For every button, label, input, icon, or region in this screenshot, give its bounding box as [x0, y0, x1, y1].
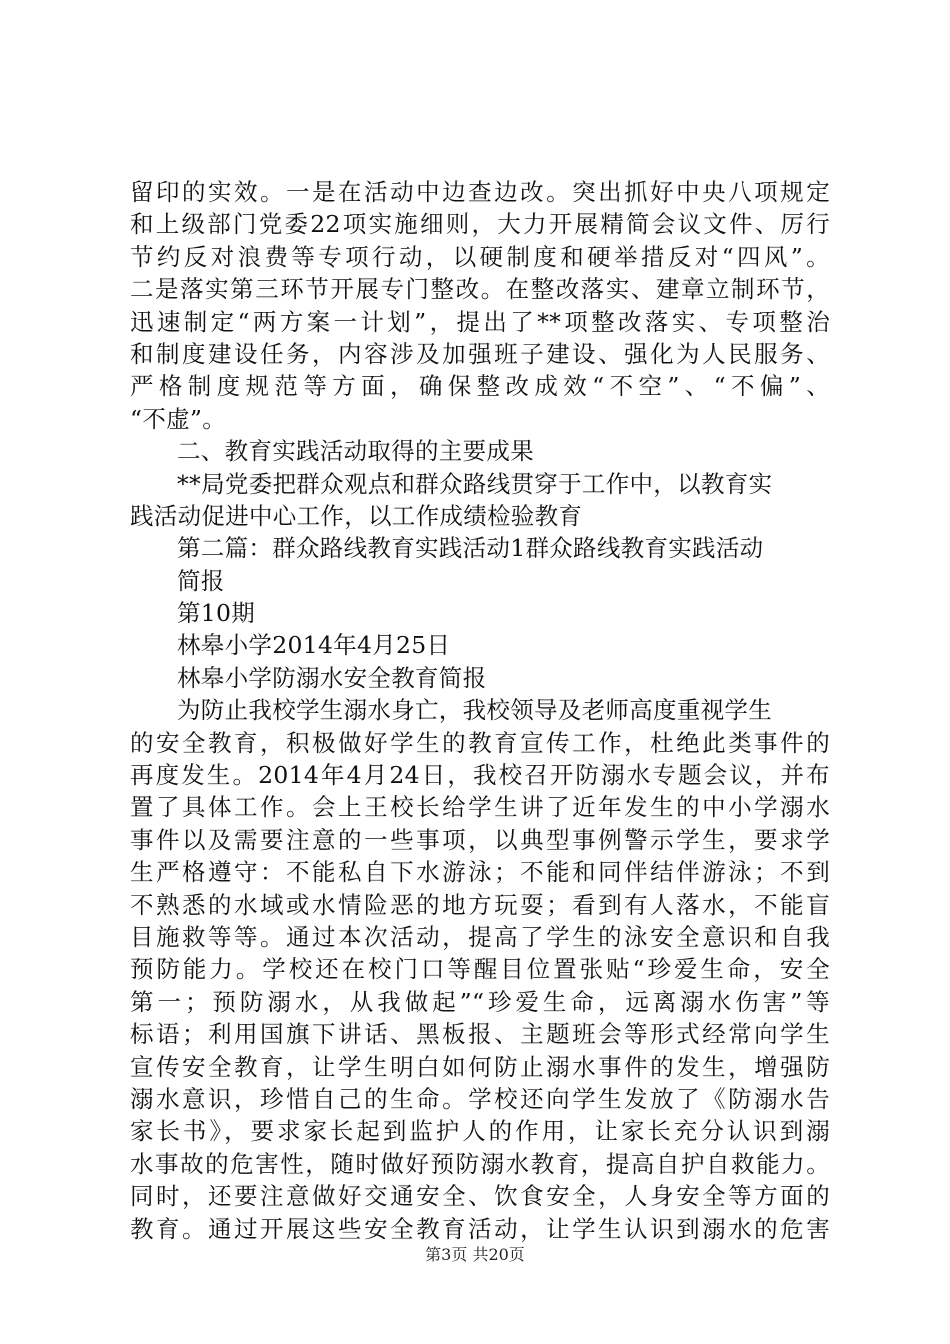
text-line: 和制度建设任务，内容涉及加强班子建设、强化为人民服务、 [130, 339, 830, 368]
text-line: 迅速制定“两方案一计划”，提出了**项整改落实、专项整治 [130, 307, 830, 336]
text-line: 留印的实效。一是在活动中边查边改。突出抓好中央八项规定 [130, 178, 830, 206]
text-line: 再度发生。2014年4月24日，我校召开防溺水专题会议，并布 [130, 761, 830, 790]
text-line: 预防能力。学校还在校门口等醒目位置张贴“珍爱生命，安全 [130, 955, 830, 984]
text-line: 教育。通过开展这些安全教育活动，让学生认识到溺水的危害 [130, 1214, 830, 1243]
text-line: 的安全教育，积极做好学生的教育宣传工作，杜绝此类事件的 [130, 728, 830, 757]
text-line: 第二篇：群众路线教育实践活动1群众路线教育实践活动 [177, 534, 764, 563]
text-line: 二是落实第三环节开展专门整改。在整改落实、建章立制环节， [130, 275, 830, 304]
text-line: 置了具体工作。会上王校长给学生讲了近年发生的中小学溺水 [130, 793, 830, 822]
text-line: 标语；利用国旗下讲话、黑板报、主题班会等形式经常向学生 [130, 1020, 830, 1049]
text-line: 目施救等等。通过本次活动，提高了学生的泳安全意识和自我 [130, 922, 830, 951]
text-line: **局党委把群众观点和群众路线贯穿于工作中，以教育实 [177, 469, 773, 498]
page-number-footer: 第3页 共20页 [425, 1245, 525, 1264]
text-line: 二、教育实践活动取得的主要成果 [177, 437, 534, 466]
text-line: 第10期 [177, 599, 256, 628]
text-line: “不虚”。 [130, 404, 227, 433]
text-line: 第一；预防溺水，从我做起”“珍爱生命，远离溺水伤害”等 [130, 987, 830, 1016]
text-line: 生严格遵守：不能私自下水游泳；不能和同伴结伴游泳；不到 [130, 858, 830, 887]
text-line: 和上级部门党委22项实施细则，大力开展精简会议文件、厉行 [130, 210, 830, 239]
text-line: 林皋小学防溺水安全教育简报 [177, 663, 487, 692]
text-line: 不熟悉的水域或水情险恶的地方玩耍；看到有人落水，不能盲 [130, 890, 830, 919]
text-line: 溺水意识，珍惜自己的生命。学校还向学生发放了《防溺水告 [130, 1084, 830, 1113]
document-body [130, 176, 830, 1245]
text-line: 宣传安全教育，让学生明白如何防止溺水事件的发生，增强防 [130, 1052, 830, 1081]
text-line: 事件以及需要注意的一些事项，以典型事例警示学生，要求学 [130, 825, 830, 854]
text-line: 践活动促进中心工作，以工作成绩检验教育 [130, 501, 583, 530]
text-line: 为防止我校学生溺水身亡，我校领导及老师高度重视学生 [177, 696, 772, 725]
text-line: 林皋小学2014年4月25日 [177, 631, 451, 660]
text-line: 同时，还要注意做好交通安全、饮食安全，人身安全等方面的 [130, 1182, 830, 1211]
text-line: 家长书》，要求家长起到监护人的作用，让家长充分认识到溺 [130, 1117, 830, 1146]
text-line: 水事故的危害性，随时做好预防溺水教育，提高自护自救能力。 [130, 1149, 830, 1178]
text-line: 简报 [177, 566, 225, 595]
text-line: 节约反对浪费等专项行动，以硬制度和硬举措反对“四风”。 [130, 242, 830, 271]
text-line: 严格制度规范等方面，确保整改成效“不空”、“不偏”、 [130, 372, 830, 401]
